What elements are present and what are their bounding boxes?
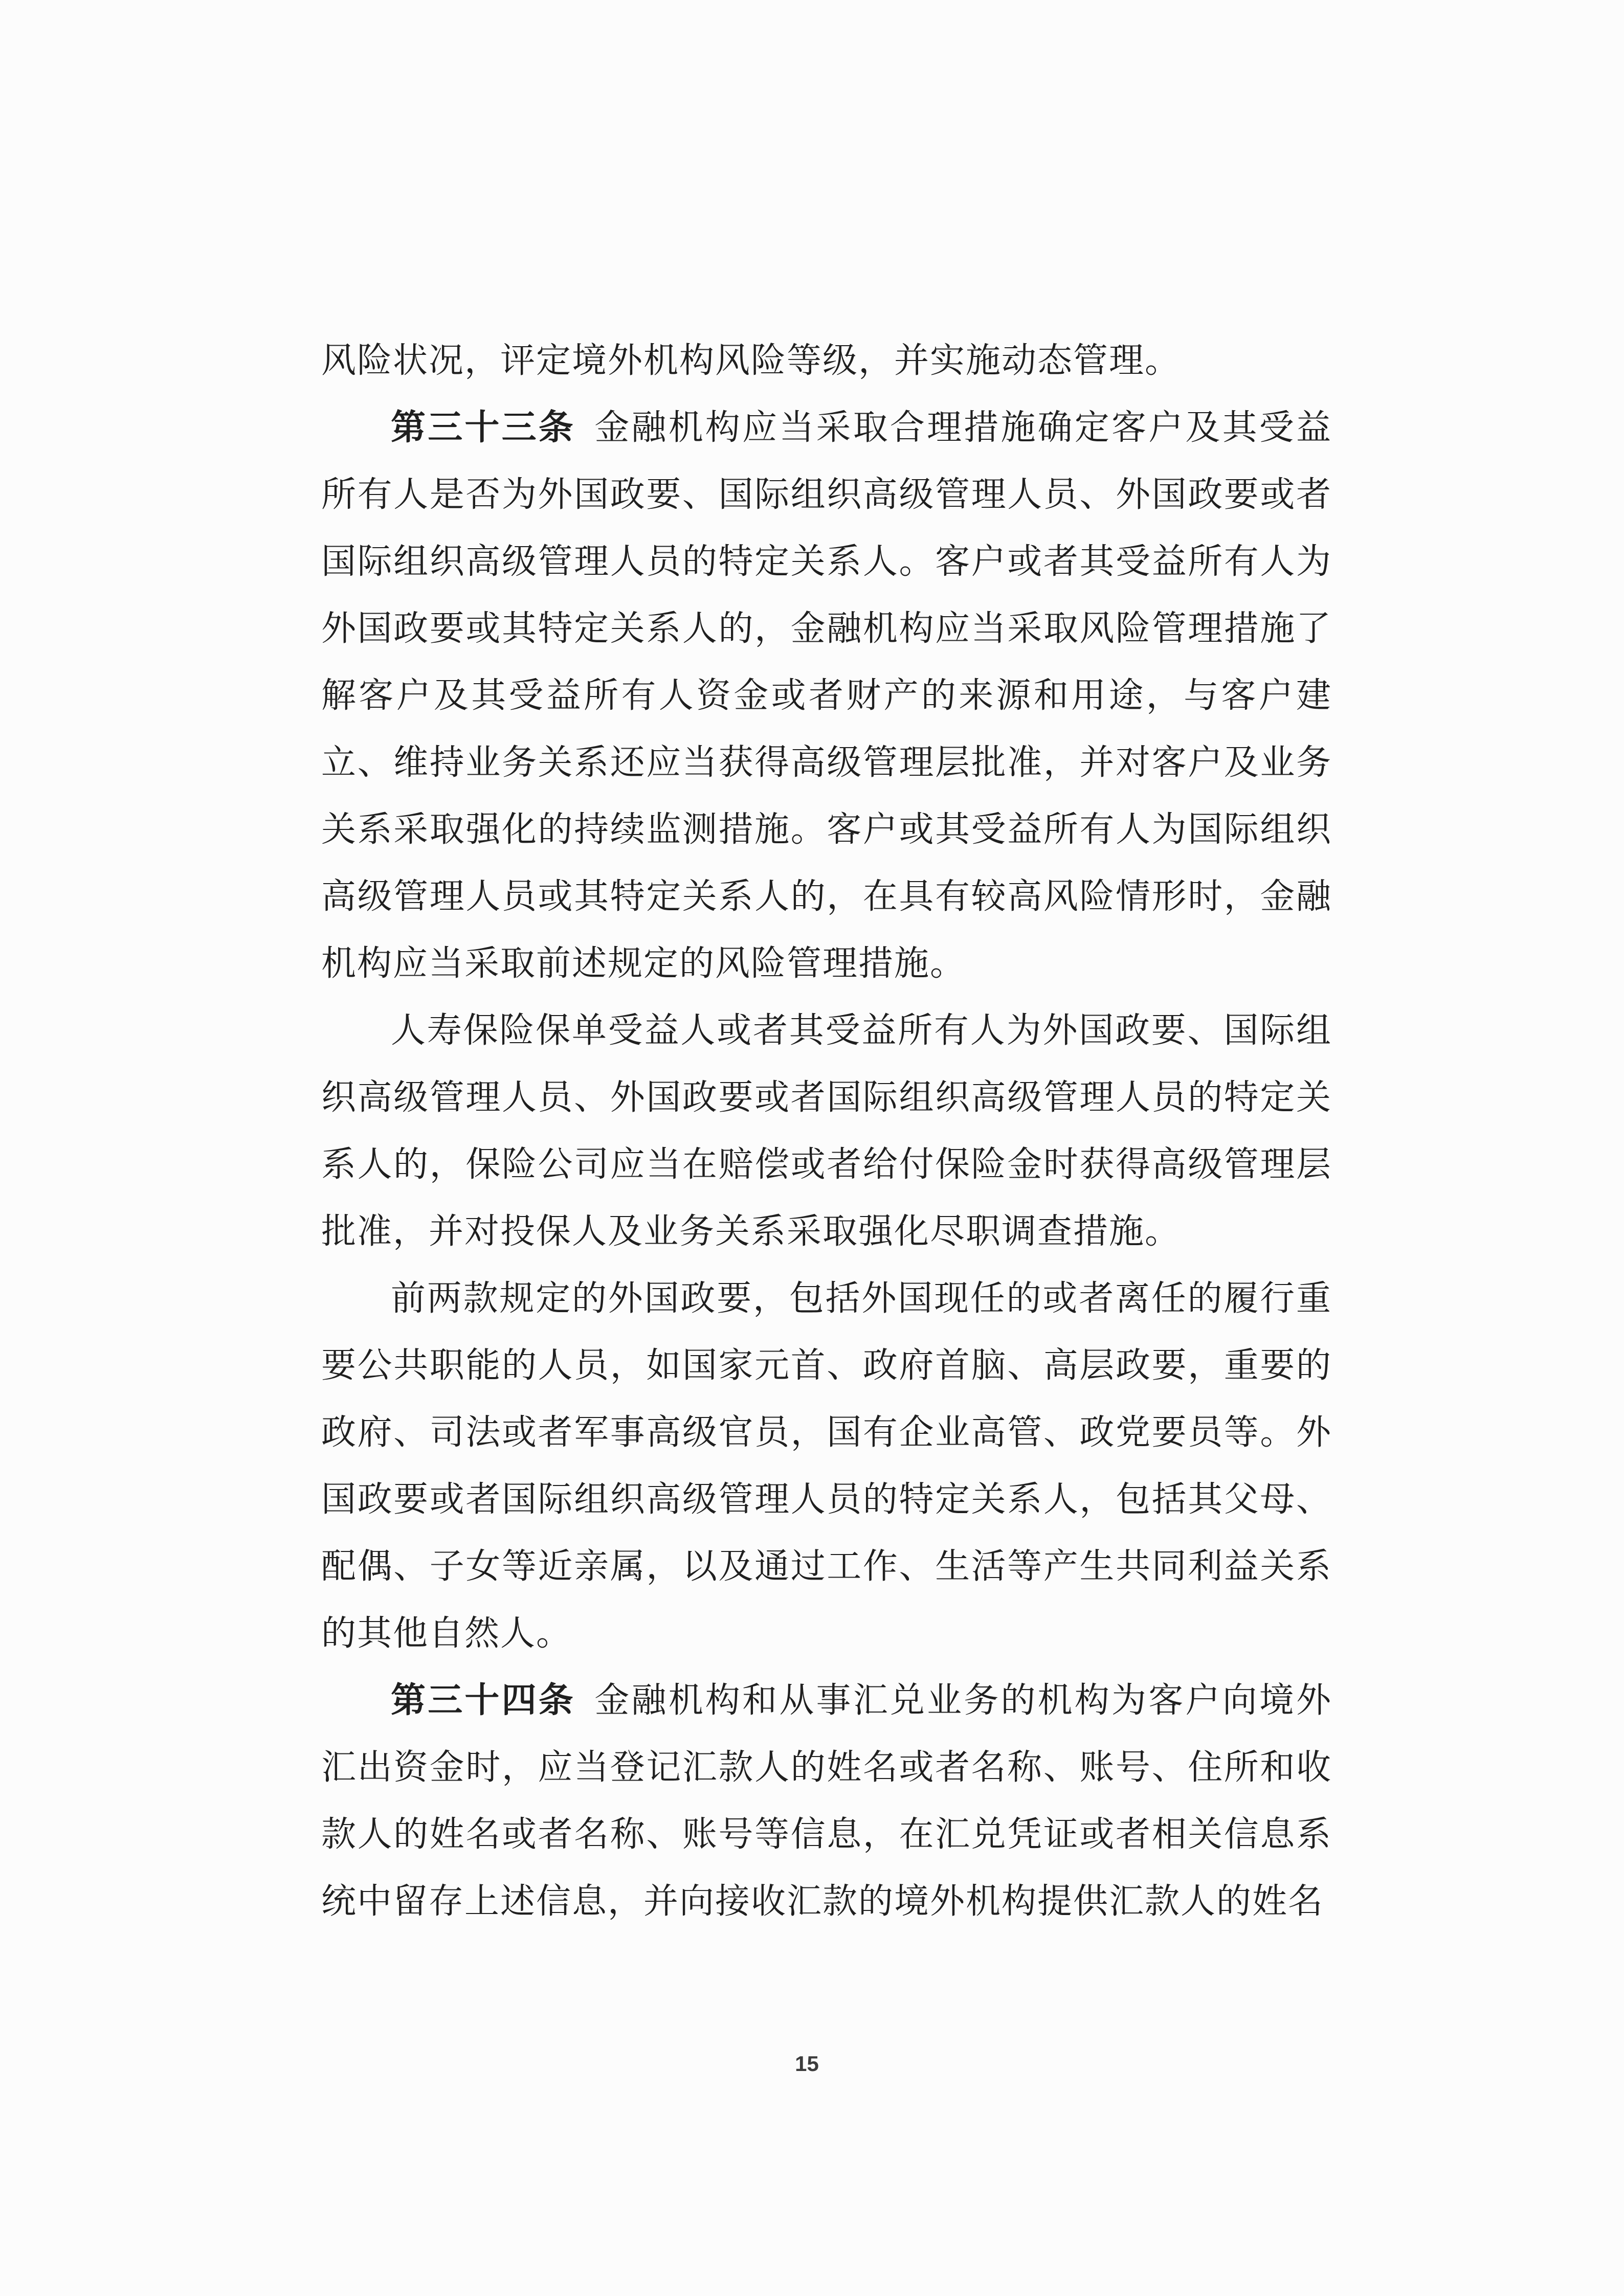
paragraph-text: 金融机构和从事汇兑业务的机构为客户向境外汇出资金时，应当登记汇款人的姓名或者名称、账号、住所和收款人的姓名或者名称、账号等信息，在汇兑凭证或者相关信息系统中留存上述信息，并向接收汇款的境外机构提供汇款人的姓名 (321, 1681, 1332, 1921)
document-body (321, 327, 1332, 1935)
paragraph-continuation (321, 327, 1332, 394)
article-34-number: 第三十四条 (391, 1681, 575, 1720)
paragraph-article-34 (321, 1667, 1332, 1935)
paragraph-article-33 (321, 394, 1332, 997)
paragraph-pep-definition (321, 1265, 1332, 1667)
page-number: 15 (795, 2052, 819, 2076)
paragraph-text: 人寿保险保单受益人或者其受益所有人为外国政要、国际组织高级管理人员、外国政要或者国际组织高级管理人员的特定关系人的，保险公司应当在赔偿或者给付保险金时获得高级管理层批准，并对投保人及业务关系采取强化尽职调查措施。 (321, 1011, 1332, 1251)
paragraph-life-insurance-clause (321, 997, 1332, 1265)
paragraph-text: 金融机构应当采取合理措施确定客户及其受益所有人是否为外国政要、国际组织高级管理人员、外国政要或者国际组织高级管理人员的特定关系人。客户或者其受益所有人为外国政要或其特定关系人的，金融机构应当采取风险管理措施了解客户及其受益所有人资金或者财产的来源和用途，与客户建立、维持业务关系还应当获得高级管理层批准，并对客户及业务关系采取强化的持续监测措施。客户或其受益所有人为国际组织高级管理人员或其特定关系人的，在具有较高风险情形时，金融机构应当采取前述规定的风险管理措施。 (321, 408, 1332, 983)
article-33-number: 第三十三条 (391, 408, 575, 447)
paragraph-text: 前两款规定的外国政要，包括外国现任的或者离任的履行重要公共职能的人员，如国家元首、政府首脑、高层政要，重要的政府、司法或者军事高级官员，国有企业高管、政党要员等。外国政要或者国际组织高级管理人员的特定关系人，包括其父母、配偶、子女等近亲属，以及通过工作、生活等产生共同利益关系的其他自然人。 (321, 1279, 1332, 1653)
paragraph-text: 风险状况，评定境外机构风险等级，并实施动态管理。 (321, 341, 1181, 380)
